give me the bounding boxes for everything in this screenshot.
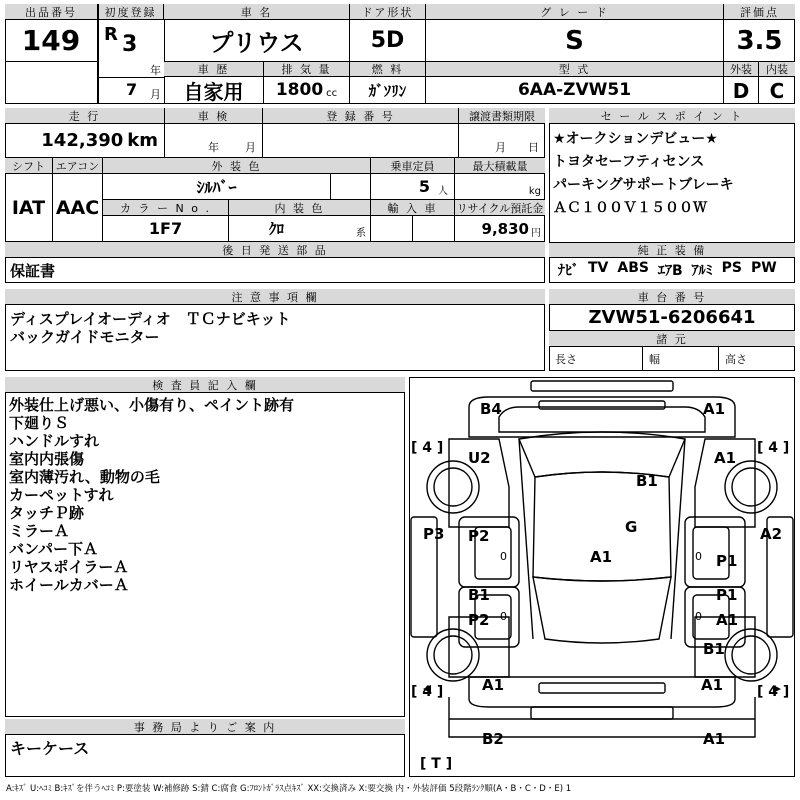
mark-a1-center: A1 bbox=[590, 548, 613, 566]
rear-bumper-strip bbox=[531, 707, 673, 719]
door-zero-2: 0 bbox=[695, 550, 702, 563]
door-zero-1: 0 bbox=[500, 550, 507, 563]
color-label: 外 装 色 bbox=[103, 158, 371, 174]
mileage-cell bbox=[5, 124, 165, 158]
mark-a2: A2 bbox=[760, 525, 783, 543]
color: ｼﾙﾊﾞｰ bbox=[103, 174, 331, 200]
history-label: 車 歴 bbox=[164, 62, 264, 77]
int-color: ｸﾛ bbox=[269, 220, 285, 238]
import-a bbox=[371, 216, 413, 242]
tire-tread-rear-right: [ 4 ] bbox=[757, 684, 790, 700]
mark-b4: B4 bbox=[480, 400, 502, 418]
displacement-label: 排 気 量 bbox=[264, 62, 350, 77]
chassis-number: ZVW51-6206641 bbox=[549, 305, 795, 331]
car-name: プリウス bbox=[164, 20, 350, 62]
tire-rear-left bbox=[427, 629, 479, 681]
inspector-notes bbox=[9, 396, 294, 594]
chassis-label: 車 台 番 号 bbox=[549, 289, 795, 305]
plate-label: 登 録 番 号 bbox=[263, 108, 459, 124]
mileage-label: 走 行 bbox=[5, 108, 165, 124]
equip-abs: ABS bbox=[617, 260, 649, 276]
inspector-line: リヤスポイラーＡ bbox=[9, 558, 129, 576]
model-label: 型 式 bbox=[426, 62, 724, 77]
mark-a1-top-right: A1 bbox=[703, 400, 726, 418]
mark-a1-bottom-left: A1 bbox=[482, 676, 505, 694]
length-cell bbox=[549, 347, 643, 371]
mark-u2: U2 bbox=[468, 449, 491, 467]
tire-tread-spare: [ T ] bbox=[420, 756, 453, 772]
inspector-line: 室内薄汚れ、動物の毛 bbox=[9, 468, 160, 486]
inspector-line: ハンドルすれ bbox=[9, 432, 100, 450]
mark-p2-left: P2 bbox=[468, 527, 490, 545]
import-b bbox=[413, 216, 455, 242]
load-unit: kg bbox=[528, 186, 541, 197]
mark-p2-left-2: P2 bbox=[468, 611, 490, 629]
fuel-label: 燃 料 bbox=[350, 62, 426, 77]
first-reg-label: 初度登録 bbox=[98, 4, 164, 20]
reg-month-unit: 月 bbox=[150, 88, 161, 101]
grade: S bbox=[426, 20, 724, 62]
era: R bbox=[104, 24, 118, 45]
width-cell bbox=[643, 347, 719, 371]
recycle-cell bbox=[455, 216, 545, 242]
inspector-line: タッチＰ跡 bbox=[9, 504, 85, 522]
caution-line-1: ディスプレイオーディオ ＴＣナビキット bbox=[10, 310, 291, 328]
score: 3.5 bbox=[724, 20, 795, 62]
plate-cell bbox=[263, 124, 459, 158]
damage-code-legend: A:ｷｽﾞ U:ﾍｺﾐ B:ｷｽﾞを伴うﾍｺﾐ P:要塗装 W:補修跡 S:錆 C:腐食 G:ﾌﾛﾝﾄｶﾞﾗｽ点ｷｽﾞ XX:交換済み X:要交換 内・外装評価 5段階ﾗﾝｸ順(A・B・C・D・E) 1 bbox=[6, 784, 572, 794]
inspection-label: 車 検 bbox=[165, 108, 263, 124]
tire-tread-front-right: [ 4 ] bbox=[757, 440, 790, 456]
office-note: キーケース bbox=[10, 739, 90, 758]
interior-grade: C bbox=[769, 78, 785, 103]
mark-a1-bottom-right: A1 bbox=[701, 676, 724, 694]
mark-a1-right: A1 bbox=[714, 449, 737, 467]
inspector-line: 外装仕上げ悪い、小傷有り、ペイント跡有 bbox=[9, 396, 295, 414]
equip-ps: PS bbox=[721, 260, 742, 276]
tire-front-right bbox=[725, 461, 777, 513]
transfer-cell bbox=[459, 124, 545, 158]
tire-front-right-rim bbox=[732, 468, 770, 506]
inspector-line: ミラーＡ bbox=[9, 522, 70, 540]
specs-label: 諸 元 bbox=[549, 331, 795, 347]
height-label: 高さ bbox=[725, 353, 747, 366]
grade-label: グ レ ー ド bbox=[426, 4, 724, 20]
car-name-label: 車 名 bbox=[164, 4, 350, 20]
insp-month-unit: 月 bbox=[245, 141, 256, 154]
inspector-line: 下廻りＳ bbox=[9, 414, 70, 432]
color-no: 1F7 bbox=[103, 216, 229, 242]
tire-rear-right bbox=[725, 629, 777, 681]
score-label: 評価点 bbox=[724, 4, 795, 20]
capacity-label: 乗車定員 bbox=[371, 158, 455, 174]
color-extra bbox=[331, 174, 371, 200]
insp-year-unit: 年 bbox=[208, 141, 219, 154]
door-zero-4: 0 bbox=[695, 610, 702, 623]
door: 5D bbox=[350, 20, 426, 62]
mileage-unit: km bbox=[127, 130, 158, 151]
load-label: 最大積載量 bbox=[455, 158, 545, 174]
trunk-outline bbox=[469, 677, 735, 707]
mark-b1-right: B1 bbox=[703, 640, 725, 658]
car-diagram bbox=[409, 377, 795, 777]
sales-point-2: トヨタセーフティセンス bbox=[553, 154, 705, 170]
transfer-day-unit: 日 bbox=[528, 141, 539, 154]
int-color-cell bbox=[229, 216, 371, 242]
transfer-month-unit: 月 bbox=[495, 141, 506, 154]
lot-blank bbox=[5, 62, 98, 104]
inspector-line: バンパー下Ａ bbox=[9, 540, 98, 558]
exterior-grade: D bbox=[724, 77, 759, 104]
int-color-label: 内 装 色 bbox=[229, 200, 371, 216]
capacity-cell bbox=[371, 174, 455, 200]
tire-rear-left-rim bbox=[434, 636, 472, 674]
sales-points-label: セ ー ル ス ポ イ ン ト bbox=[549, 108, 795, 124]
front-body-outline bbox=[469, 397, 735, 437]
shift-label: シフト bbox=[5, 158, 53, 174]
import-label: 輸 入 車 bbox=[371, 200, 455, 216]
interior-label: 内装 bbox=[759, 62, 795, 77]
mark-b2: B2 bbox=[482, 730, 504, 748]
recycle: 9,830 bbox=[481, 219, 529, 238]
color-no-label: カ ラ ー N o . bbox=[103, 200, 229, 216]
office-label: 事 務 局 よ り ご 案 内 bbox=[5, 719, 405, 735]
lot-number: 149 bbox=[5, 20, 98, 62]
displacement-cell bbox=[264, 77, 350, 104]
reg-month: 7 bbox=[126, 80, 138, 99]
ac-label: エアコン bbox=[53, 158, 103, 174]
mark-a1-bottom: A1 bbox=[703, 730, 726, 748]
door-zero-3: 0 bbox=[500, 610, 507, 623]
inspector-line: ホイールカバーＡ bbox=[9, 576, 129, 594]
mark-g: G bbox=[625, 518, 638, 536]
width-label: 幅 bbox=[649, 353, 660, 366]
equipment-label: 純 正 装 備 bbox=[549, 242, 795, 258]
windshield bbox=[519, 432, 685, 477]
displacement-unit: cc bbox=[326, 87, 338, 99]
sales-point-3: パーキングサポートブレーキ bbox=[553, 177, 734, 193]
capacity-unit: 人 bbox=[438, 186, 448, 197]
mark-b1-left: B1 bbox=[468, 586, 490, 604]
door-label: ドア形状 bbox=[350, 4, 426, 20]
equip-tv: TV bbox=[588, 260, 609, 276]
history: 自家用 bbox=[164, 77, 264, 104]
equipment-list bbox=[558, 260, 794, 280]
tire-rear-right-rim bbox=[732, 636, 770, 674]
later-parts-label: 後 日 発 送 部 品 bbox=[5, 242, 545, 258]
fuel: ｶﾞｿﾘﾝ bbox=[350, 77, 426, 104]
mileage: 142,390 bbox=[41, 130, 124, 151]
recycle-label: リサイクル預託金 bbox=[456, 201, 544, 215]
tire-front-left-rim bbox=[434, 468, 472, 506]
later-parts: 保証書 bbox=[10, 262, 56, 280]
sales-point-4: ＡＣ１００Ｖ１５００Ｗ bbox=[553, 200, 707, 216]
load-cell bbox=[455, 174, 545, 200]
inspector-label: 検 査 員 記 入 欄 bbox=[5, 377, 405, 393]
reg-year-unit: 年 bbox=[150, 64, 161, 77]
ac: AAC bbox=[53, 174, 103, 242]
tire-tread-front-left: [ 4 ] bbox=[411, 440, 444, 456]
tire-front-left bbox=[427, 461, 479, 513]
inspection-cell bbox=[165, 124, 263, 158]
height-cell bbox=[719, 347, 795, 371]
recycle-unit: 円 bbox=[531, 228, 541, 239]
exterior-label: 外装 bbox=[724, 62, 759, 77]
displacement: 1800 bbox=[275, 80, 324, 100]
model: 6AA-ZVW51 bbox=[426, 77, 724, 104]
rear-window bbox=[533, 577, 671, 643]
mark-p3: P3 bbox=[423, 525, 445, 543]
length-label: 長さ bbox=[555, 353, 577, 366]
transfer-label: 譲渡書類期限 bbox=[459, 108, 545, 124]
mark-a1-right-2: A1 bbox=[716, 611, 739, 629]
equip-airbag: ｴｱB bbox=[657, 263, 683, 279]
int-color-unit: 系 bbox=[356, 228, 366, 239]
front-bumper-strip bbox=[531, 381, 673, 391]
equip-pw: PW bbox=[751, 260, 777, 276]
sales-point-1: ★オークションデビュー★ bbox=[553, 131, 718, 147]
mark-p1-right: P1 bbox=[716, 552, 738, 570]
caution-line-2: バックガイドモニター bbox=[10, 328, 160, 346]
mark-b1-center: B1 bbox=[636, 472, 658, 490]
reg-year: 3 bbox=[122, 32, 138, 57]
shift: IAT bbox=[5, 174, 53, 242]
equip-alloy: ｱﾙﾐ bbox=[691, 263, 713, 279]
lot-number-label: 出品番号 bbox=[5, 4, 98, 20]
capacity: 5 bbox=[418, 177, 430, 196]
caution-label: 注 意 事 項 欄 bbox=[5, 289, 545, 305]
inspector-line: 室内内張傷 bbox=[9, 450, 85, 468]
mark-p1-right-2: P1 bbox=[716, 586, 738, 604]
equip-navi: ﾅﾋﾞ bbox=[558, 263, 579, 279]
inspector-line: カーペットすれ bbox=[9, 486, 114, 504]
tire-tread-rear-left: [ 4 ] bbox=[411, 684, 444, 700]
